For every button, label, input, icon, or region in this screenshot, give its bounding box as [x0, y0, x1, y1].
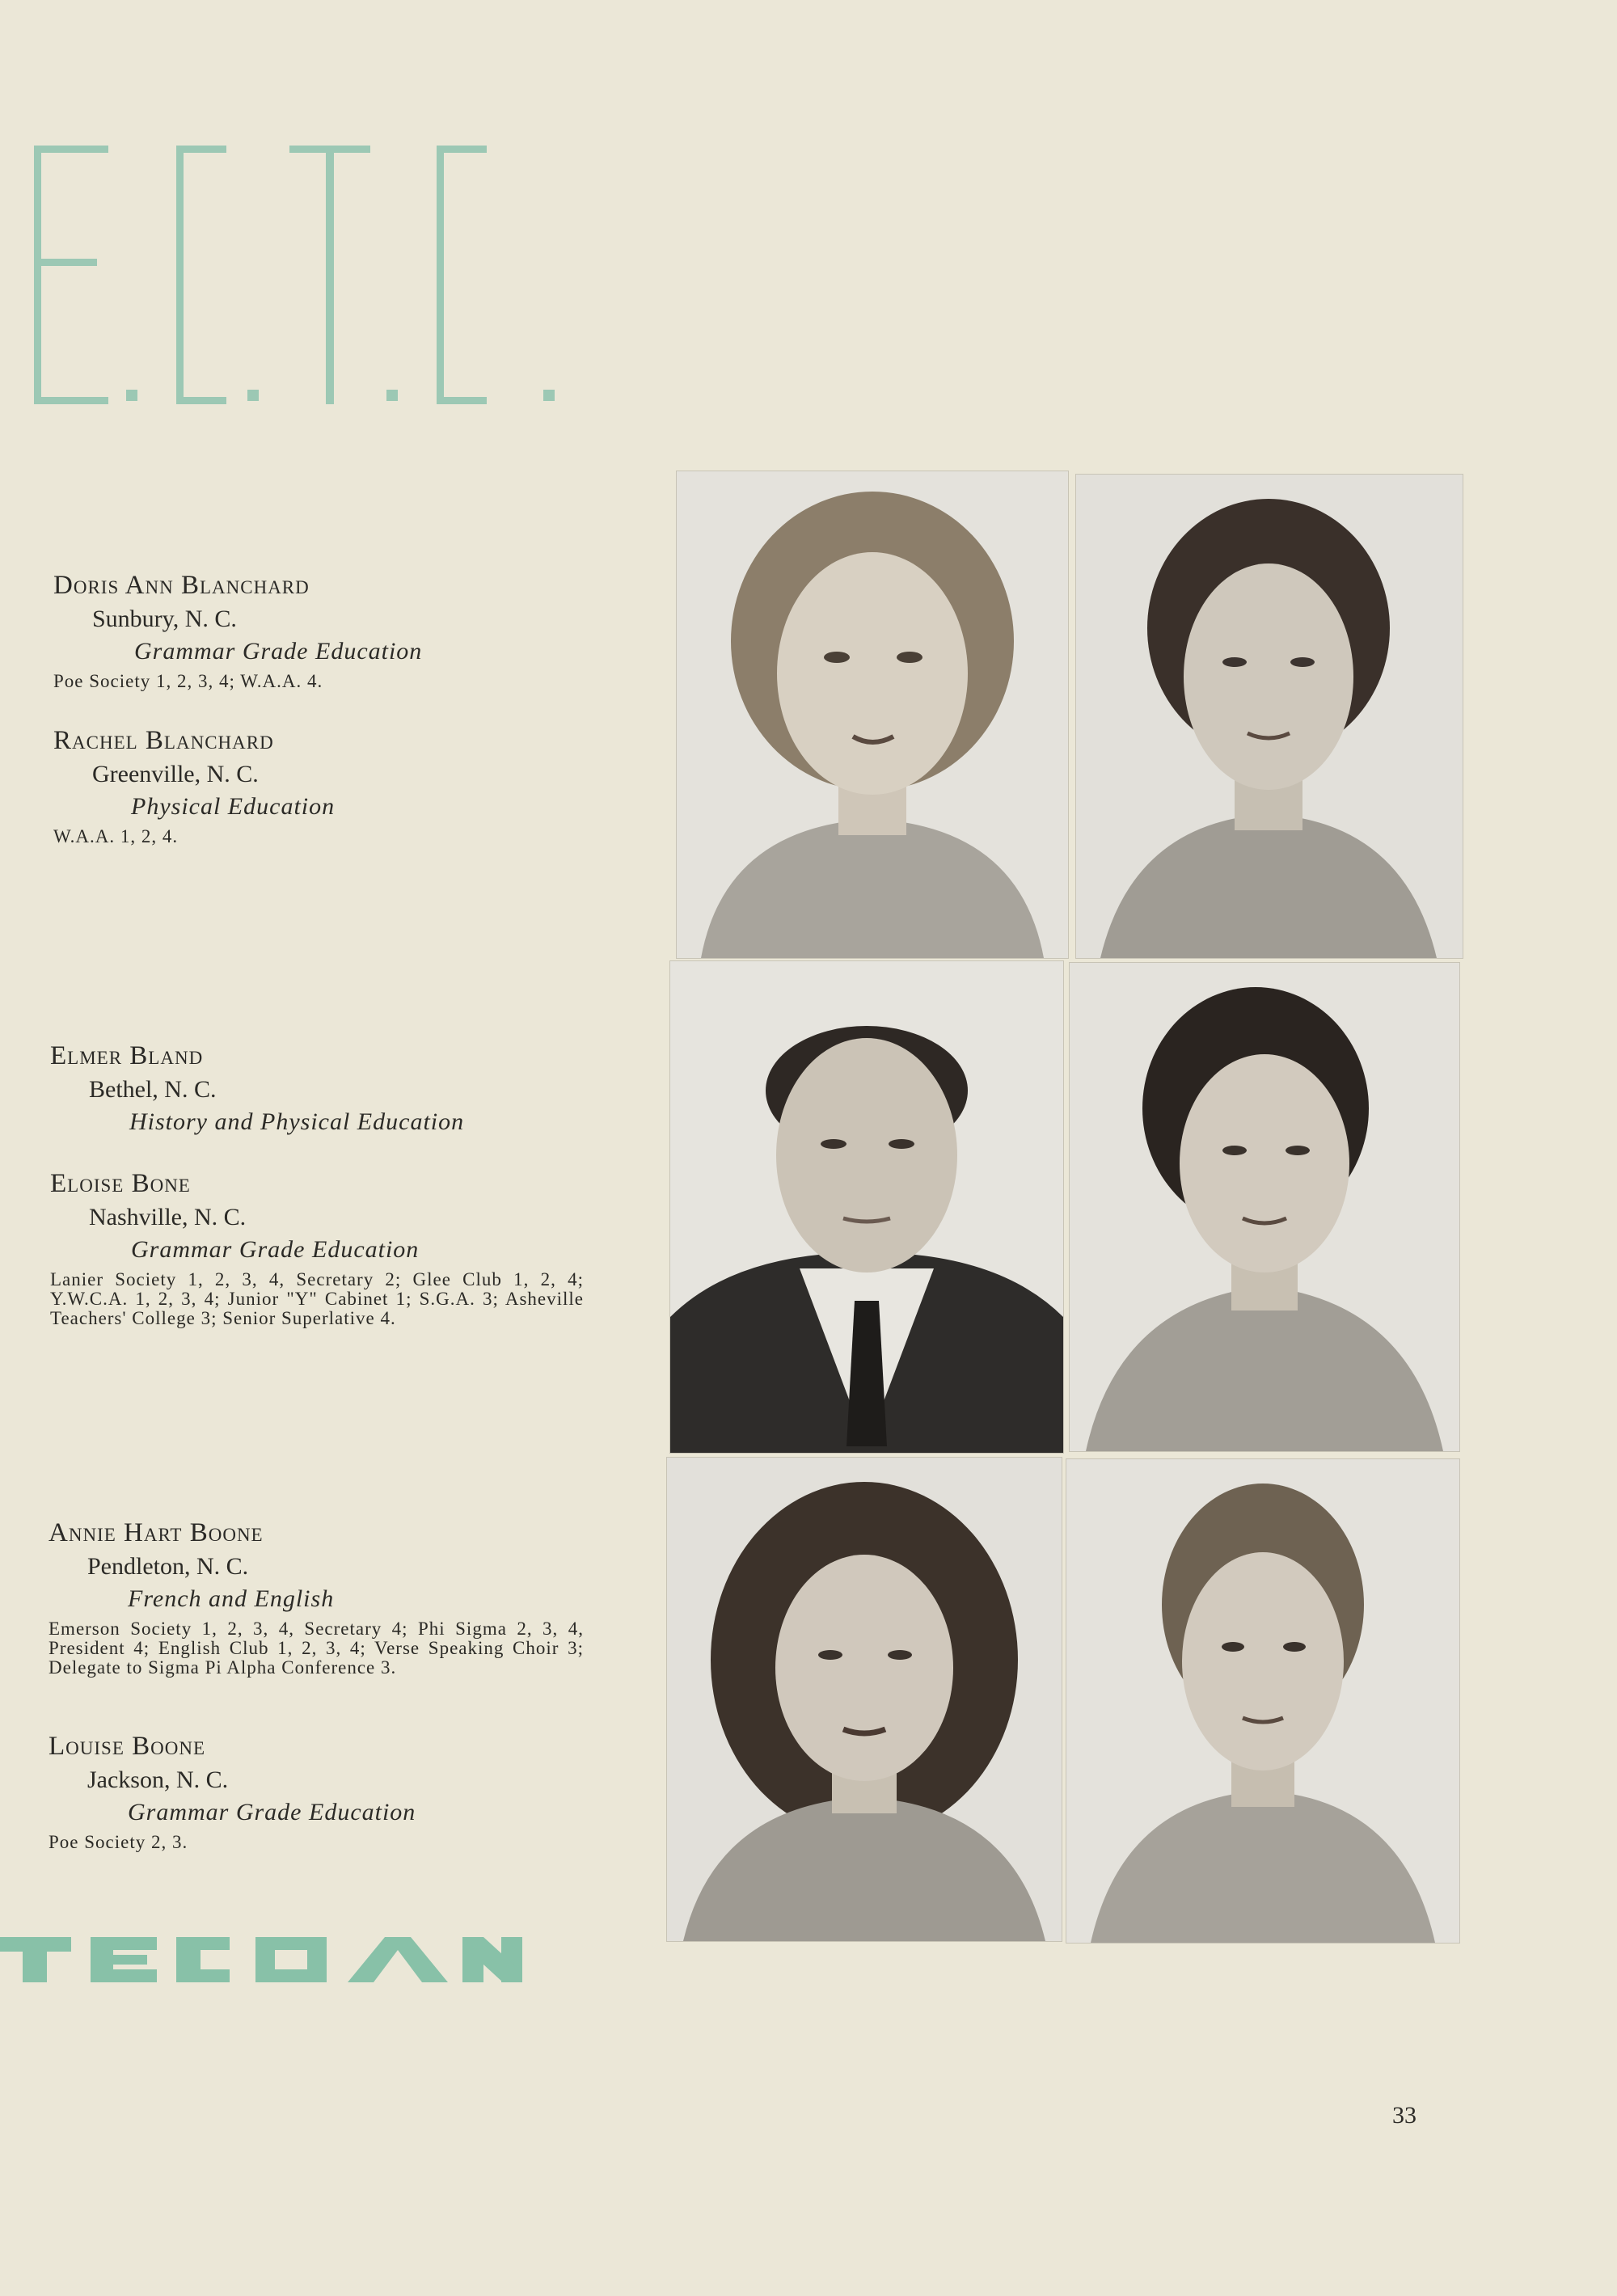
- major: Grammar Grade Education: [128, 1799, 416, 1825]
- student-name: Louise Boone: [49, 1732, 206, 1761]
- entry-doris-ann-blanchard: [53, 571, 587, 691]
- tecoan-logo: [0, 1932, 534, 1993]
- header-letters: [32, 137, 566, 412]
- student-name: Doris Ann Blanchard: [53, 571, 310, 600]
- student-name: Rachel Blanchard: [53, 726, 274, 755]
- hometown: Bethel, N. C.: [89, 1076, 217, 1103]
- student-name: Annie Hart Boone: [49, 1518, 264, 1547]
- activities: Emerson Society 1, 2, 3, 4, Secretary 4; Phi Sigma 2, 3, 4, President 4; English Club 1, 2, 3, 4; Verse Speaking Choir 3; Delegate to Sigma Pi Alpha Conference 3.: [49, 1619, 584, 1678]
- portrait-eloise-bone: [1069, 962, 1460, 1452]
- ectc-logo: [32, 137, 566, 412]
- portrait-elmer-bland: [669, 960, 1064, 1454]
- hometown: Sunbury, N. C.: [92, 606, 237, 632]
- major: Grammar Grade Education: [134, 638, 423, 665]
- entry-annie-hart-boone: [49, 1518, 584, 1678]
- student-name: Elmer Bland: [50, 1041, 204, 1070]
- portrait-louise-boone: [1066, 1458, 1460, 1944]
- entry-louise-boone: [49, 1732, 584, 1852]
- portrait-doris-ann-blanchard: [676, 471, 1069, 959]
- activities: W.A.A. 1, 2, 4.: [53, 826, 179, 846]
- entry-rachel-blanchard: [53, 726, 587, 846]
- activities: Poe Society 2, 3.: [49, 1832, 188, 1852]
- entry-eloise-bone: [50, 1169, 584, 1328]
- hometown: Greenville, N. C.: [92, 761, 259, 787]
- activities: Lanier Society 1, 2, 3, 4, Secretary 2; Glee Club 1, 2, 4; Y.W.C.A. 1, 2, 3, 4; Junior "Y" Cabinet 1; S.G.A. 3; Asheville Teachers' College 3; Senior Superlative 4.: [50, 1269, 584, 1328]
- hometown: Nashville, N. C.: [89, 1204, 247, 1230]
- portrait-annie-hart-boone: [666, 1457, 1062, 1942]
- tecoan-wordmark-icon: [0, 1932, 534, 1989]
- hometown: Jackson, N. C.: [87, 1766, 229, 1793]
- student-name: Eloise Bone: [50, 1169, 191, 1198]
- major: French and English: [128, 1585, 335, 1612]
- page-number: 33: [1392, 2102, 1416, 2129]
- entry-elmer-bland: [50, 1041, 584, 1136]
- portrait-rachel-blanchard: [1075, 474, 1463, 959]
- major: Physical Education: [131, 793, 336, 820]
- major: History and Physical Education: [129, 1108, 465, 1135]
- hometown: Pendleton, N. C.: [87, 1553, 249, 1580]
- activities: Poe Society 1, 2, 3, 4; W.A.A. 4.: [53, 671, 323, 691]
- major: Grammar Grade Education: [131, 1236, 420, 1263]
